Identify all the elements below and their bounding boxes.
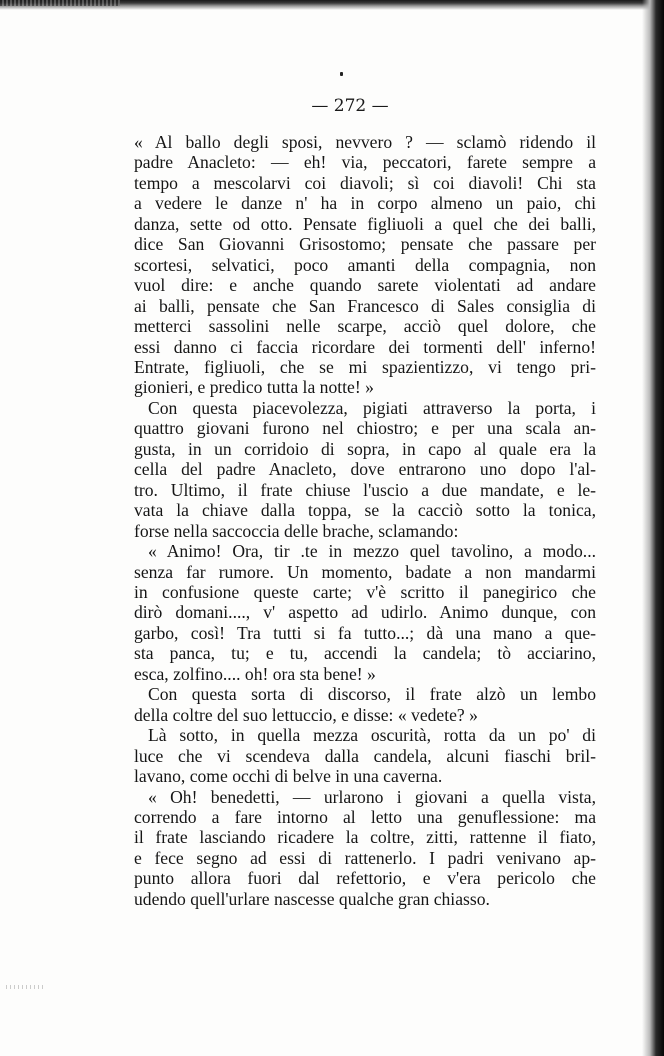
- text-line: della coltre del suo lettuccio, e disse: « vedete? »: [134, 704, 478, 725]
- text-line: sta panca, tu; e tu, accendi la candela; tò acciarino,: [134, 643, 596, 664]
- text-line: senza far rumore. Un momento, badate a non mandarmi: [134, 561, 596, 582]
- text-line: essi danno ci faccia ricordare dei tormenti dell' inferno!: [134, 336, 596, 357]
- text-line: tro. Ultimo, il frate chiuse l'uscio a due mandate, e le-: [134, 479, 596, 500]
- text-line: Là sotto, in quella mezza oscurità, rotta da un po' di: [148, 725, 596, 746]
- text-line: dirò domani...., v' aspetto ad udirlo. Animo dunque, con: [134, 602, 596, 623]
- text-line: danza, sette od otto. Pensate figliuoli a quel che dei balli,: [134, 213, 596, 234]
- text-line: cella del padre Anacleto, dove entrarono uno dopo l'al-: [134, 459, 596, 480]
- scan-right-shadow: [642, 0, 664, 1056]
- text-line: a vedere le danze n' ha in corpo almeno un paio, chi: [134, 193, 596, 214]
- text-line: forse nella saccoccia delle brache, sclamando:: [134, 520, 459, 541]
- text-line: lavano, come occhi di belve in una caverna.: [134, 766, 443, 787]
- text-line: dice San Giovanni Grisostomo; pensate che passare per: [134, 234, 596, 255]
- text-line: correndo a fare intorno al letto una genuflessione: ma: [134, 806, 596, 827]
- text-line: ai balli, pensate che San Francesco di Sales consiglia di: [134, 295, 596, 316]
- text-line: garbo, così! Tra tutti si fa tutto...; dà una mano a que-: [134, 622, 596, 643]
- text-line: udendo quell'urlare nascesse qualche gran chiasso.: [134, 888, 490, 909]
- text-line: e fece segno ad essi di rattenerlo. I padri venivano ap-: [134, 847, 596, 868]
- ink-dot: [340, 72, 343, 76]
- text-line: luce che vi scendeva dalla candela, alcuni fiaschi bril-: [134, 745, 596, 766]
- text-line: quattro giovani furono nel chiostro; e per una scala an-: [134, 418, 596, 439]
- scan-left-speckle: [6, 985, 46, 989]
- text-line: vuol dire: e anche quando sarete violentati ad andare: [134, 275, 596, 296]
- text-line: Entrate, figliuoli, che se mi spazientizzo, vi tengo pri-: [134, 356, 596, 377]
- paragraph: [134, 684, 596, 725]
- text-line: Con questa piacevolezza, pigiati attraverso la porta, i: [148, 397, 596, 418]
- scan-top-speckle: [0, 0, 120, 6]
- text-line: scortesi, selvatici, poco amanti della compagnia, non: [134, 254, 596, 275]
- paragraph: [134, 398, 596, 541]
- paragraph: [134, 541, 596, 684]
- text-line: padre Anacleto: — eh! via, peccatori, farete sempre a: [134, 152, 596, 173]
- text-line: gusta, in un corridoio di sopra, in capo al quale era la: [134, 438, 596, 459]
- text-line: tempo a mescolarvi coi diavoli; sì coi diavoli! Chi sta: [134, 172, 596, 193]
- text-line: in confusione queste carte; v'è scritto il panegirico che: [134, 581, 596, 602]
- page-number: — 272 —: [311, 96, 389, 116]
- paragraph: [134, 725, 596, 786]
- text-line: « Oh! benedetti, — urlarono i giovani a quella vista,: [148, 786, 596, 807]
- text-line: metterci sassolini nelle scarpe, acciò quel dolore, che: [134, 316, 596, 337]
- body-text: [134, 132, 596, 909]
- text-line: gionieri, e predico tutta la notte! »: [134, 377, 374, 398]
- text-line: il frate lasciando ricadere la coltre, zitti, rattenne il fiato,: [134, 827, 596, 848]
- text-line: vata la chiave dalla toppa, se la cacciò sotto la tonica,: [134, 500, 596, 521]
- text-line: esca, zolfino.... oh! ora sta bene! »: [134, 663, 376, 684]
- paragraph: [134, 787, 596, 910]
- text-line: punto allora fuori dal refettorio, e v'era pericolo che: [134, 868, 596, 889]
- text-line: Con questa sorta di discorso, il frate alzò un lembo: [148, 684, 596, 705]
- text-line: « Al ballo degli sposi, nevvero ? — sclamò ridendo il: [134, 132, 596, 152]
- text-line: « Animo! Ora, tir .te in mezzo quel tavolino, a modo...: [148, 541, 596, 562]
- paragraph: [134, 132, 596, 398]
